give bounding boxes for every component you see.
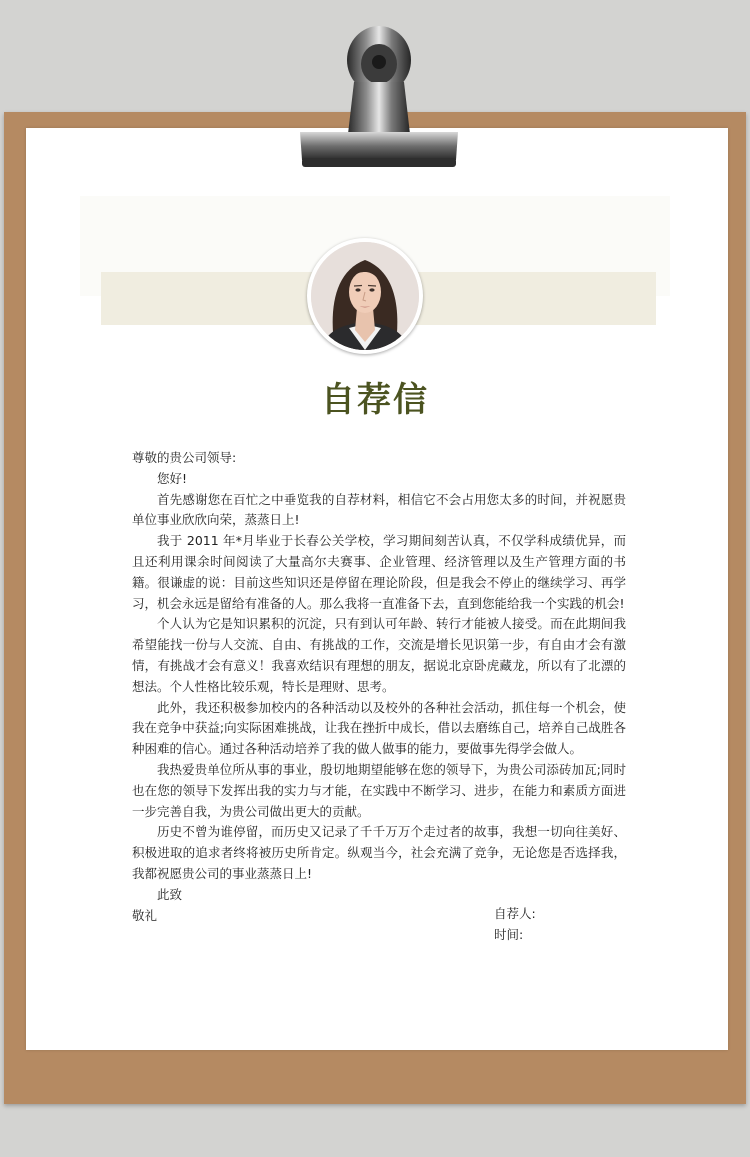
portrait-photo [311, 242, 419, 350]
letter-body [132, 448, 626, 926]
avatar [307, 238, 423, 354]
signature-block [494, 903, 536, 945]
paragraph: 个人认为它是知识累积的沉淀，只有到认可年龄、转行才能被人接受。而在此期间我希望能找一份与人交流、自由、有挑战的工作，交流是增长见识第一步，有自由才会有激情，有挑战才会有意义！我喜欢结识有理想的朋友，据说北京卧虎藏龙，所以有了北漂的想法。个人性格比较乐观，特长是理财、思考。 [132, 616, 626, 694]
binder-clip-icon [296, 22, 462, 172]
paragraph: 此外，我还积极参加校内的各种活动以及校外的各种社会活动，抓住每一个机会，使我在竞争中获益;向实际困难挑战，让我在挫折中成长，借以去磨练自己，培养自己战胜各种困难的信心。通过各种活动培养了我的做人做事的能力，要做事先得学会做人。 [132, 699, 626, 757]
greeting: 您好! [157, 470, 188, 486]
signature-label: 自荐人: [494, 906, 536, 921]
paragraph: 我热爱贵单位所从事的事业，殷切地期望能够在您的领导下，为贵公司添砖加瓦;同时也在您的领导下发挥出我的实力与才能，在实践中不断学习、进步，在能力和素质方面进一步完善自我，为贵公司做出更大的贡献。 [132, 761, 626, 819]
closing-line-1: 此致 [157, 886, 183, 902]
salutation: 尊敬的贵公司领导: [132, 450, 237, 465]
page-title: 自荐信 [321, 380, 429, 420]
paragraph: 我于 2011 年*月毕业于长春公关学校，学习期间刻苦认真，不仅学科成绩优异，而且还利用课余时间阅读了大量高尔夫赛事、企业管理、经济管理以及生产管理方面的书籍。很谦虚的说：目前这些知识还是停留在理论阶段，但是我会不停止的继续学习、再学习，机会永远是留给有准备的人。那么我将一直准备下去，直到您能给我一个实践的机会! [132, 533, 626, 611]
closing-line-2: 敬礼 [132, 907, 158, 923]
paragraph: 首先感谢您在百忙之中垂览我的自荐材料，相信它不会占用您太多的时间，并祝愿贵单位事业欣欣向荣，蒸蒸日上! [132, 491, 626, 528]
paragraph: 历史不曾为谁停留，而历史又记录了千千万万个走过者的故事，我想一切向往美好、积极进取的追求者终将被历史所肯定。纵观当今，社会充满了竞争，无论您是否选择我，我都祝愿贵公司的事业蒸蒸日上! [132, 824, 626, 881]
date-label: 时间: [494, 927, 524, 942]
